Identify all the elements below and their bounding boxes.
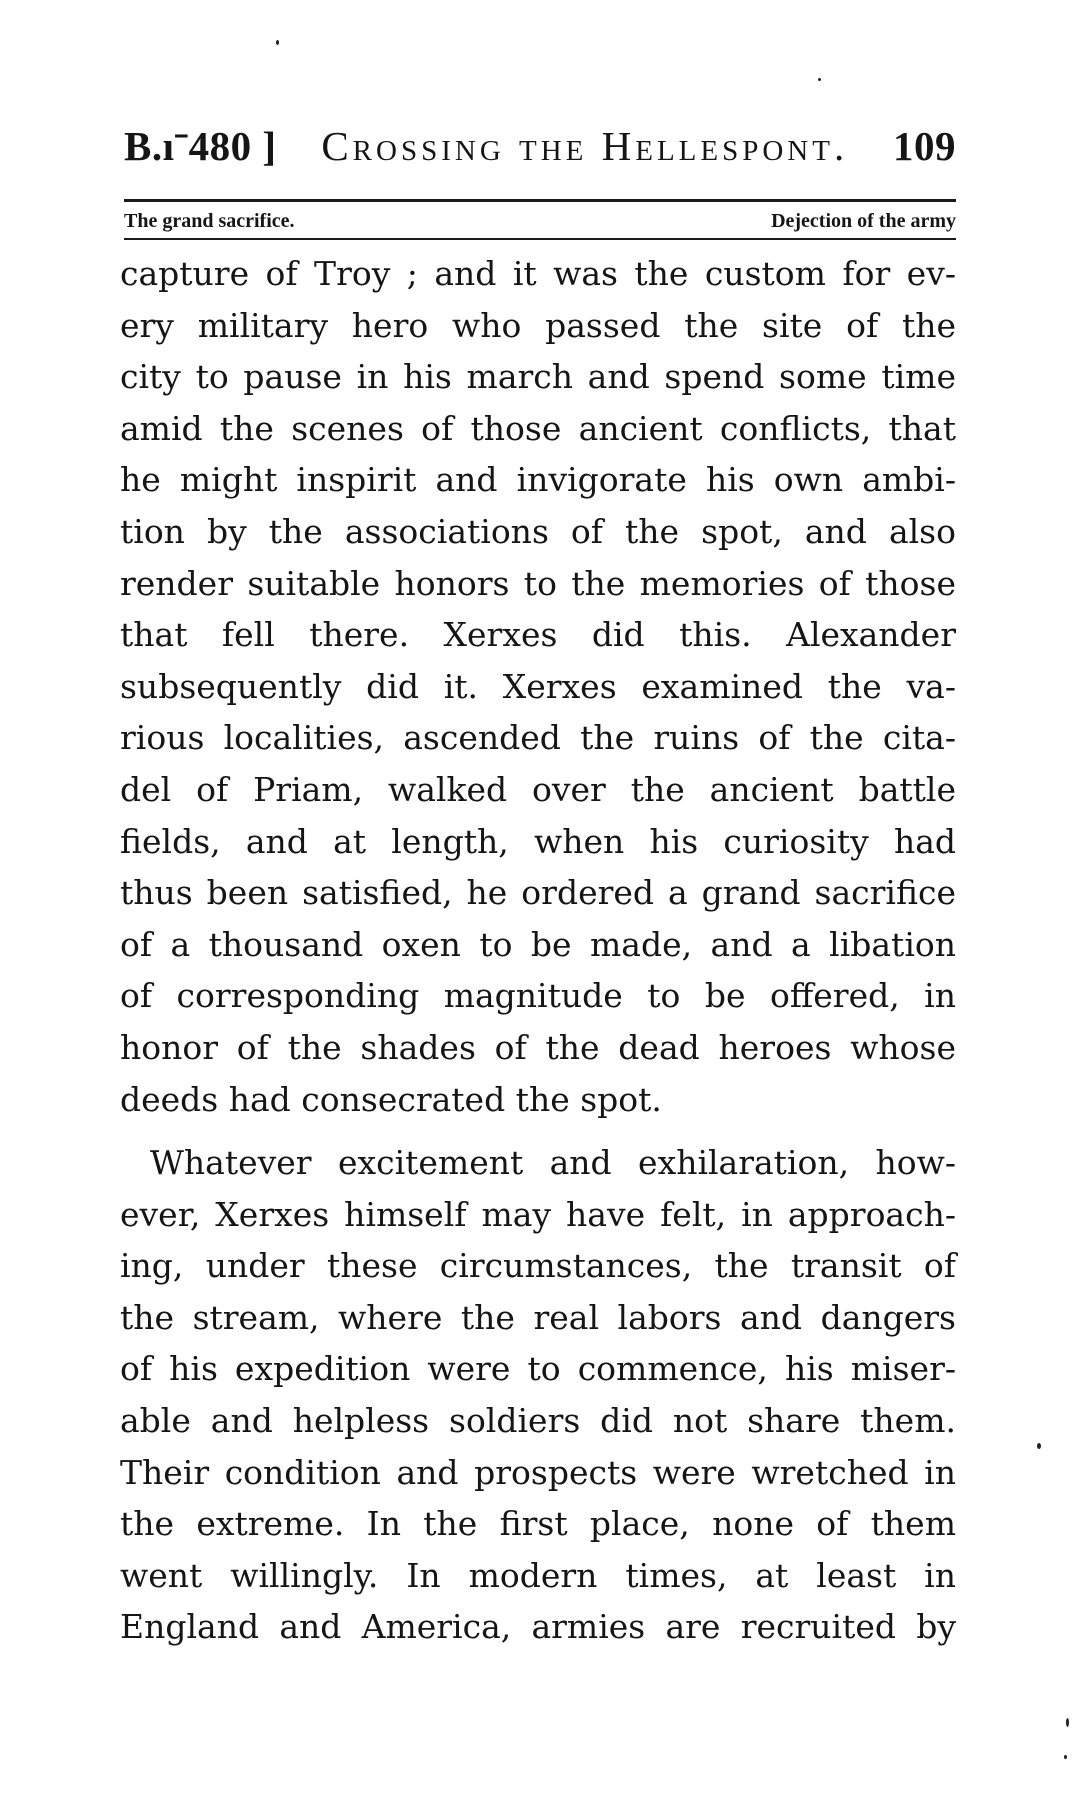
text-line: thus been satisfied, he ordered a grand sacrifice — [120, 873, 956, 913]
paragraph-break — [120, 1125, 956, 1137]
text-line: the stream, where the real labors and dangers — [120, 1297, 956, 1337]
running-head — [124, 122, 956, 192]
text-line: ing, under these circumstances, the transit of — [120, 1246, 956, 1286]
text-line: the extreme. In the first place, none of them — [120, 1504, 956, 1544]
text-line: ever, Xerxes himself may have felt, in approach- — [120, 1194, 956, 1234]
text-line: Their condition and prospects were wretched in — [120, 1452, 956, 1492]
paragraph-1 — [120, 248, 956, 1125]
body-text — [120, 248, 956, 1653]
text-line: deeds had consecrated the spot. — [120, 1079, 662, 1119]
paragraph-2 — [120, 1137, 956, 1653]
text-line: subsequently did it. Xerxes examined the va- — [120, 666, 956, 706]
header-rule-top — [124, 199, 956, 202]
scan-speck — [1066, 1718, 1069, 1727]
text-line: that fell there. Xerxes did this. Alexander — [120, 615, 956, 655]
text-line: of corresponding magnitude to be offered, in — [120, 976, 956, 1016]
scan-speck — [1037, 1443, 1041, 1449]
text-line: able and helpless soldiers did not share them. — [120, 1401, 956, 1441]
text-line: he might inspirit and invigorate his own ambi- — [120, 460, 956, 500]
subhead-right: Dejection of the army — [771, 210, 956, 232]
header-rule-bottom — [124, 238, 956, 240]
text-line: went willingly. In modern times, at least in — [120, 1555, 956, 1595]
text-line: ery military hero who passed the site of the — [120, 305, 956, 345]
text-line: del of Priam, walked over the ancient battle — [120, 769, 956, 809]
scan-speck — [1064, 1755, 1067, 1759]
text-line: of his expedition were to commence, his miser- — [120, 1349, 956, 1389]
text-line: tion by the associations of the spot, and also — [120, 511, 956, 551]
text-line: Whatever excitement and exhilaration, how- — [150, 1143, 956, 1183]
text-line: honor of the shades of the dead heroes whose — [120, 1027, 956, 1067]
scan-speck — [276, 40, 279, 45]
subhead-left: The grand sacrifice. — [124, 210, 295, 232]
scan-speck — [818, 78, 821, 81]
text-line: amid the scenes of those ancient conflicts, that — [120, 408, 956, 448]
text-line: render suitable honors to the memories of those — [120, 563, 956, 603]
chapter-title: Crossing the Hellespont. — [321, 123, 849, 169]
text-line: of a thousand oxen to be made, and a libation — [120, 924, 956, 964]
page-number: 109 — [893, 123, 956, 169]
text-line: England and America, armies are recruited by — [120, 1607, 956, 1647]
section-subhead — [124, 210, 956, 234]
text-line: capture of Troy ; and it was the custom for ev- — [120, 254, 956, 293]
text-line: fields, and at length, when his curiosity had — [120, 821, 956, 861]
header-date-marker: B.ıˉ480 ] — [124, 123, 277, 169]
text-line: rious localities, ascended the ruins of the cita- — [120, 718, 956, 758]
text-line: city to pause in his march and spend some time — [120, 357, 956, 397]
